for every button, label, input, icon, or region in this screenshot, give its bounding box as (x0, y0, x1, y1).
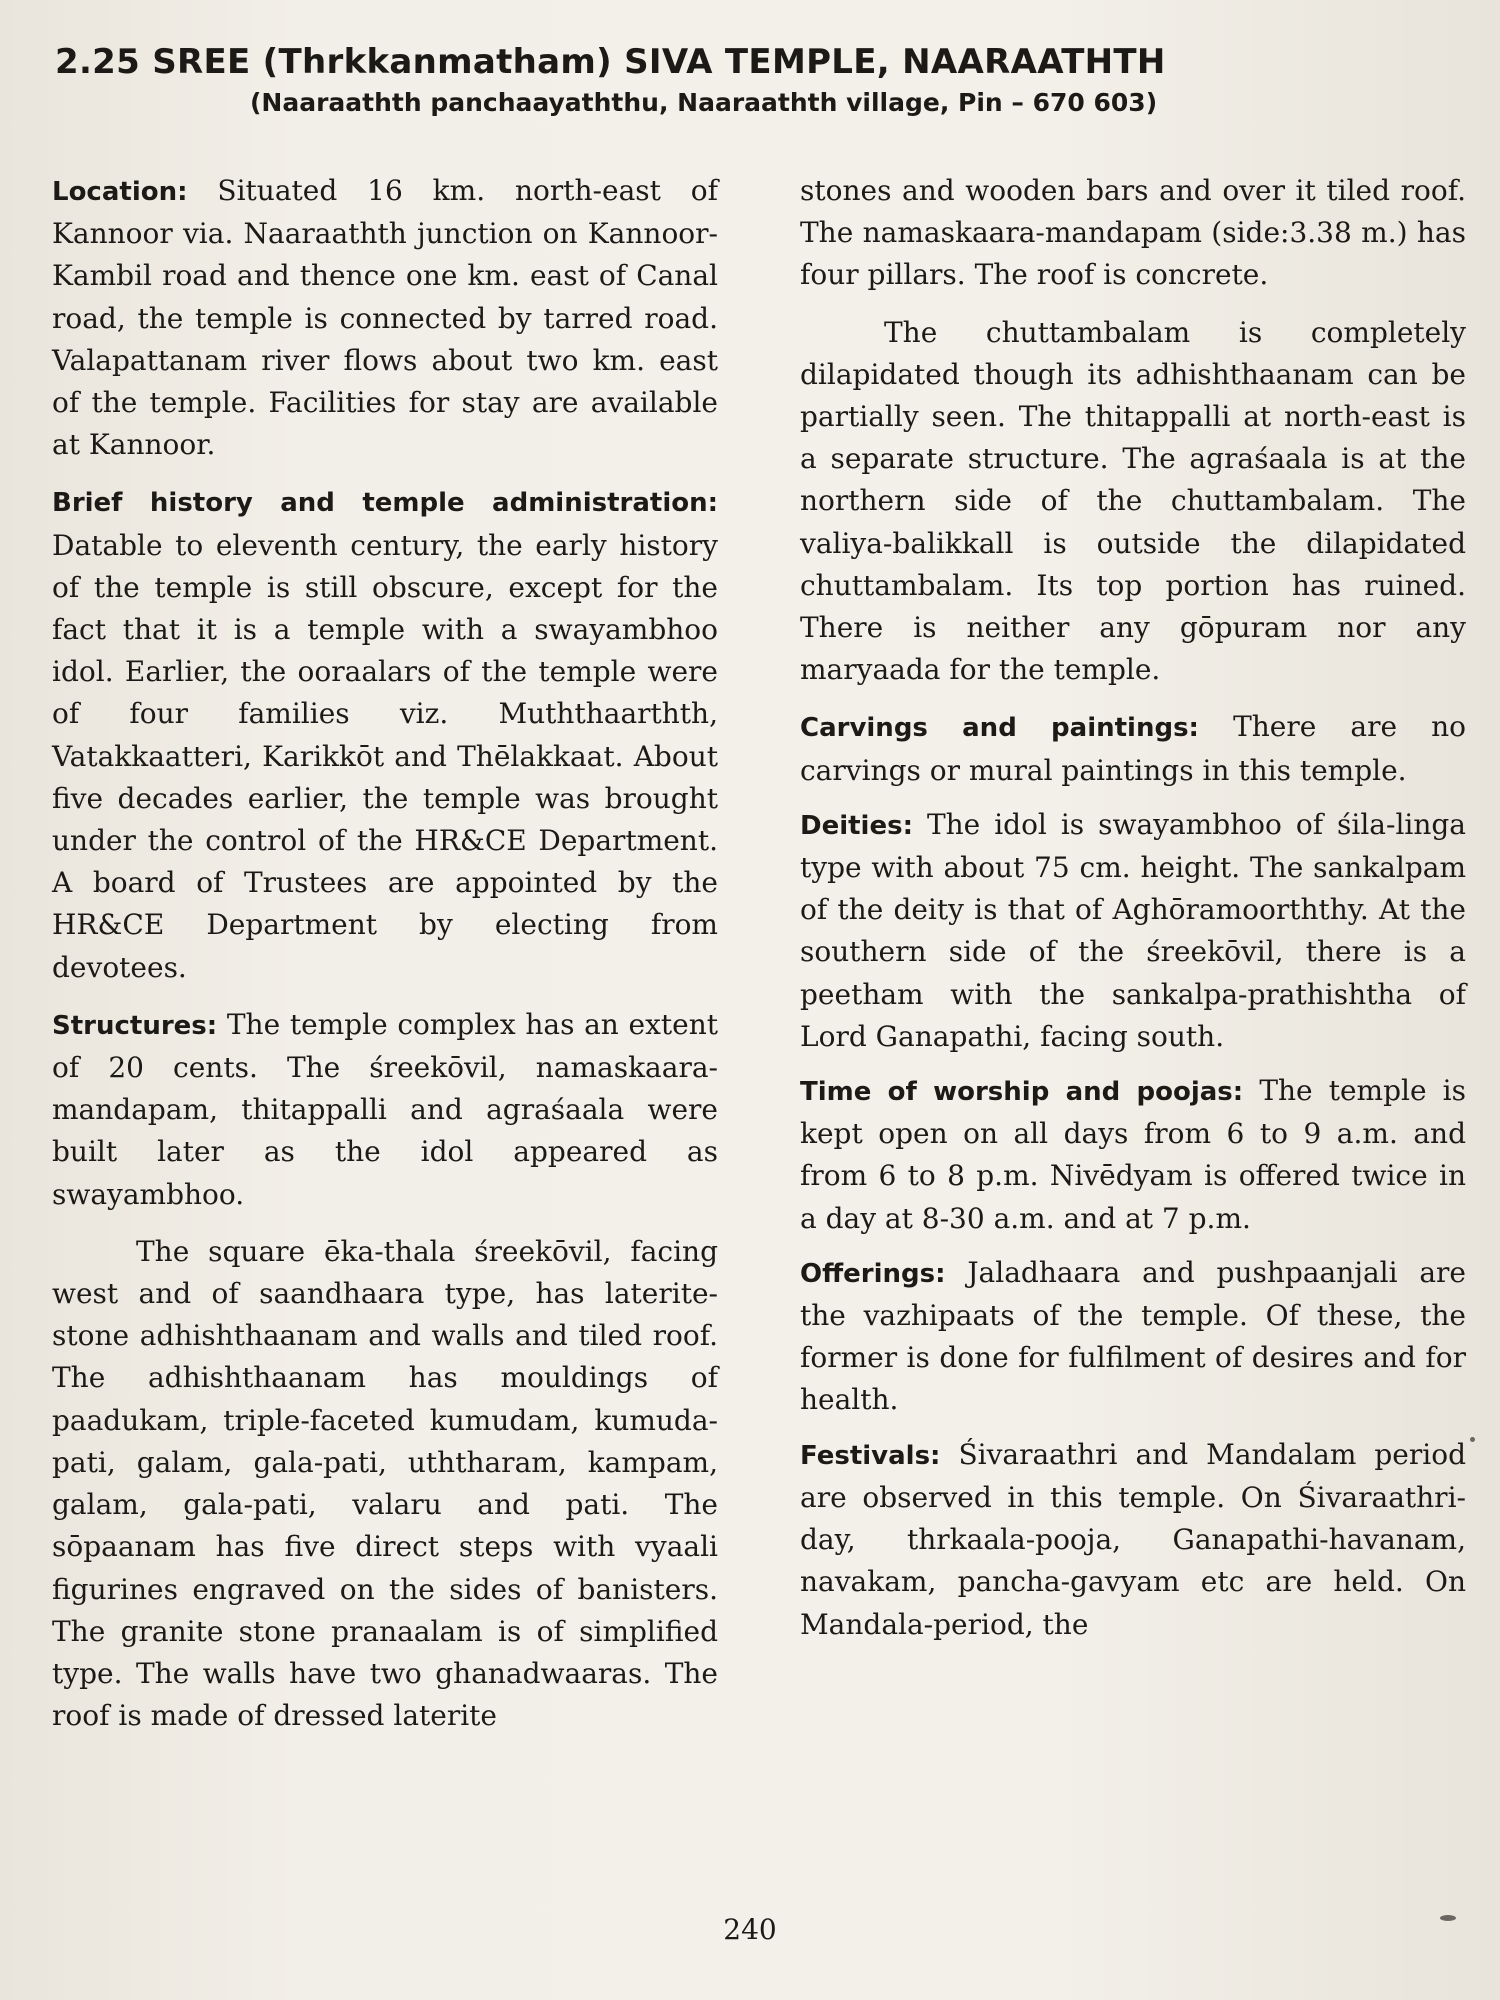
carvings-paragraph (800, 706, 1466, 791)
deities-heading: Deities: (800, 810, 913, 841)
carvings-text: There are no carvings or mural paintings in this temple. (800, 710, 1467, 787)
deities-text: The idol is swayambhoo of śila-linga type with about 75 cm. height. The sankalpam of the deity is that of Aghōramoorththy. At the southern side of the śreekōvil, there is a peetham with the sankalpa-prathishtha of Lord Ganapathi, facing south. (800, 807, 1467, 1053)
right-column (800, 170, 1466, 1658)
continuation-paragraph: stones and wooden bars and over it tiled roof. The namaskaara-mandapam (side:3.38 m.) has four pillars. The roof is concrete. (800, 174, 1466, 292)
print-speck (1440, 1915, 1456, 1921)
structures-heading: Structures: (52, 1010, 218, 1041)
history-heading: Brief history and temple administration: (52, 488, 718, 519)
print-speck (1470, 1437, 1475, 1442)
chuttambalam-paragraph: The chuttambalam is completely dilapidated though its adhishthaanam can be partially seen. The thitappalli at north-east is a separate structure. The agraśaala is at the northern side of the chuttambalam. The valiya-balikkall is outside the dilapidated chuttambalam. Its top portion has ruined. There is neither any gōpuram nor any maryaada for the temple. (800, 315, 1466, 687)
carvings-heading: Carvings and paintings: (800, 713, 1199, 744)
festivals-heading: Festivals: (800, 1440, 941, 1471)
offerings-text: Jaladhaara and pushpaanjali are the vazhipaats of the temple. Of these, the former is done for fulfilment of desires and for health. (800, 1255, 1466, 1417)
offerings-heading: Offerings: (800, 1258, 946, 1289)
festivals-text: Śivaraathri and Mandalam period are observed in this temple. On Śivaraathri-day, thrkaala-pooja, Ganapathi-havanam, navakam, pancha-gavyam etc are held. On Mandala-period, the (800, 1437, 1466, 1641)
history-text: Datable to eleventh century, the early history of the temple is still obscure, except for the fact that it is a temple with a swayambhoo idol. Earlier, the ooraalars of the temple were of four families viz. Muththaarthth, Vatakkaatteri, Karikkōt and Thēlakkaat. About five decades earlier, the temple was brought under the control of the HR&CE Department. A board of Trustees are appointed by the HR&CE Department by electing from devotees. (52, 528, 718, 984)
worship-paragraph (800, 1070, 1466, 1240)
structures-text: The temple complex has an extent of 20 cents. The śreekōvil, namaskaara-mandapam, thitappalli and agraśaala were built later as the idol appeared as swayambhoo. (52, 1007, 718, 1211)
structures-paragraph (52, 1004, 718, 1216)
page-number: 240 (723, 1913, 777, 1946)
page-subtitle: (Naaraathth panchaayaththu, Naaraathth village, Pin – 670 603) (250, 88, 1158, 117)
deities-paragraph (800, 804, 1466, 1058)
location-heading: Location: (52, 177, 188, 207)
page-title: 2.25 SREE (Thrkkanmatham) SIVA TEMPLE, NAARAATHTH (55, 42, 1166, 82)
location-paragraph (52, 170, 718, 466)
worship-text: The temple is kept open on all days from 6 to 9 a.m. and from 6 to 8 p.m. Nivēdyam is offered twice in a day at 8-30 a.m. and at 7 p.m. (800, 1074, 1466, 1235)
location-text: Situated 16 km. north-east of Kannoor via. Naaraathth junction on Kannoor-Kambil road and thence one km. east of Canal road, the temple is connected by tarred road. Valapattanam river flows about two km. east of the temple. Facilities for stay are available at Kannoor. (52, 174, 719, 462)
worship-heading: Time of worship and poojas: (800, 1077, 1244, 1108)
history-paragraph (52, 481, 718, 988)
left-column (52, 170, 718, 1752)
offerings-paragraph (800, 1252, 1466, 1422)
festivals-paragraph (800, 1434, 1466, 1646)
sreekovil-paragraph: The square ēka-thala śreekōvil, facing west and of saandhaara type, has laterite-stone adhishthaanam and walls and tiled roof. The adhishthaanam has mouldings of paadukam, triple-faceted kumudam, kumuda-pati, galam, gala-pati, uththaram, kampam, galam, gala-pati, valaru and pati. The sōpaanam has five direct steps with vyaali figurines engraved on the sides of banisters. The granite stone pranaalam is of simplified type. The walls have two ghanadwaaras. The roof is made of dressed laterite (52, 1234, 718, 1733)
